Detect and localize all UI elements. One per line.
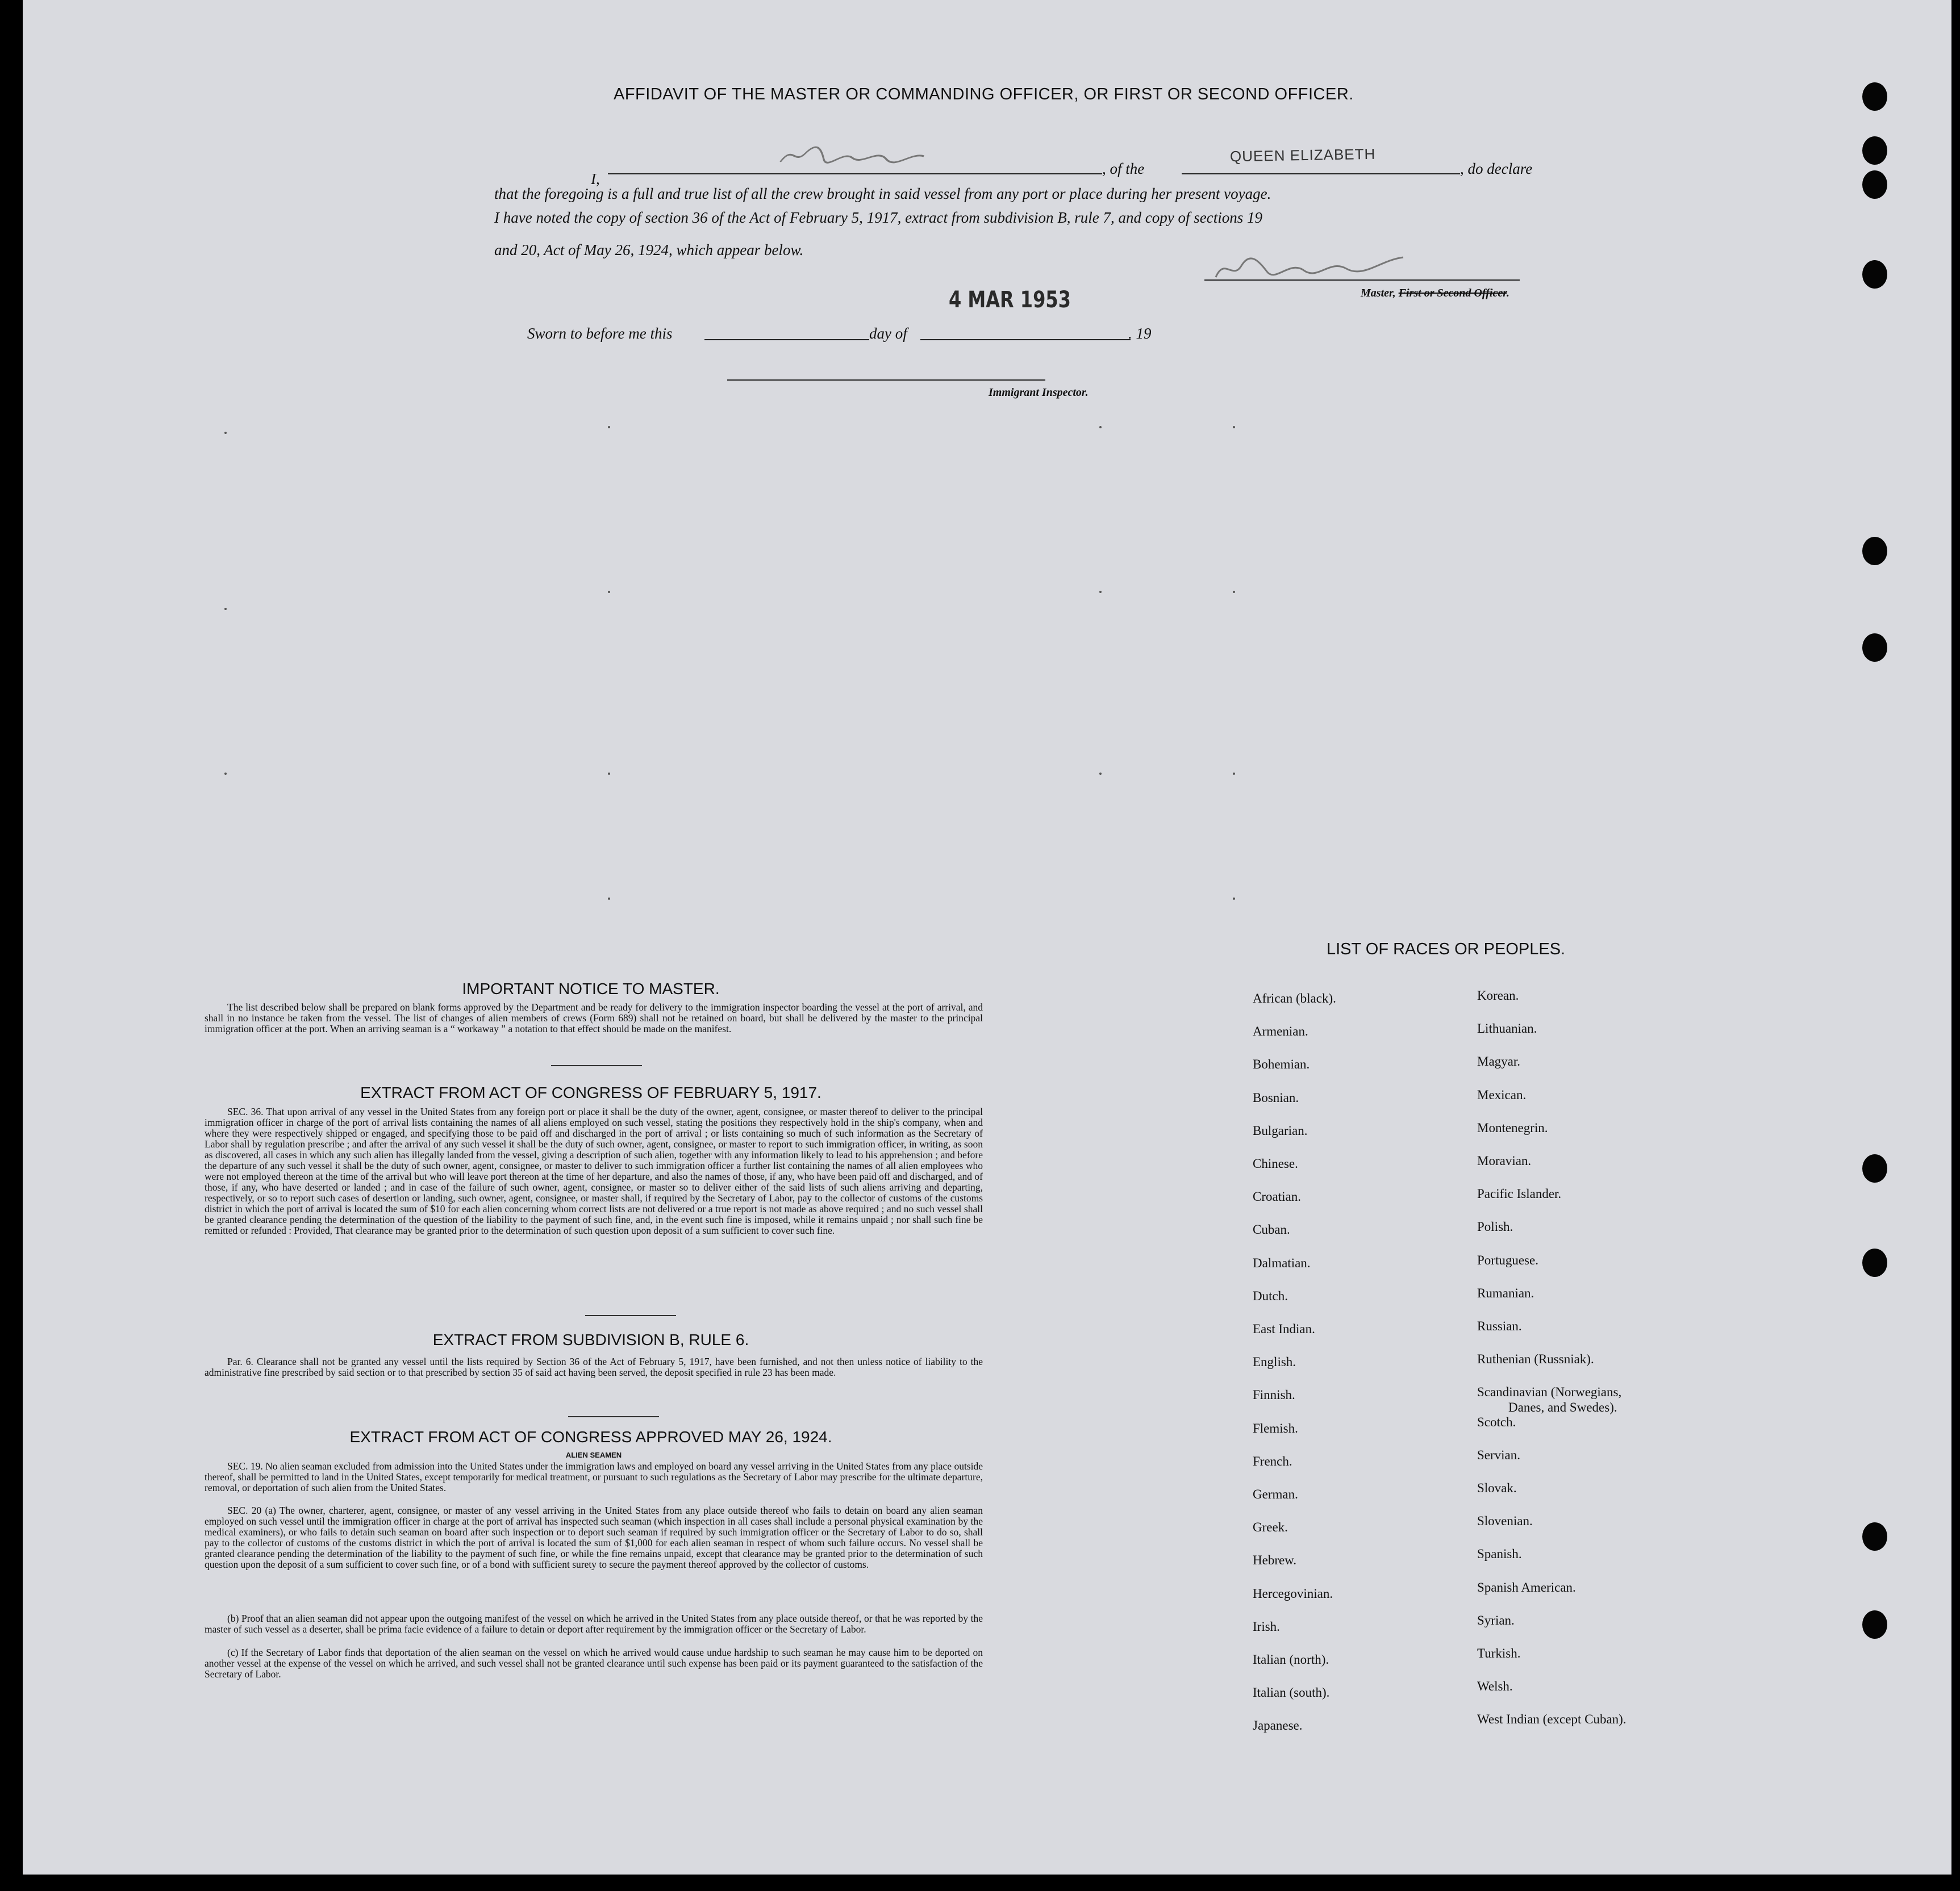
master-signature-line [1204,279,1520,281]
punch-hole [1862,1610,1887,1639]
race-item: Armenian. [1253,1024,1308,1039]
extract-1917-title: EXTRACT FROM ACT OF CONGRESS OF FEBRUARY 5, 1917. [360,1084,821,1101]
punch-hole [1862,1522,1887,1551]
race-item: Bulgarian. [1253,1123,1308,1138]
extract-1924-subtitle: ALIEN SEAMEN [565,1451,622,1459]
vessel-name-line [1182,173,1460,174]
punch-hole [1862,136,1887,165]
race-item: Cuban. [1253,1222,1290,1237]
extract-1924-sec19: SEC. 19. No alien seaman excluded from admission into the United States under the immigration laws and employed on board any vessel arriving in the United States from any place outside thereof, shall be permitted to land in the United States, except temporarily for medical treatment, or pursuant to such regulations as the Secretary of Labor may prescribe for the ultimate departure, removal, or deportation of such alien from the United States. [205,1460,983,1493]
show-through-mark [608,898,610,900]
extract-1924-sec20b: (b) Proof that an alien seaman did not appear upon the outgoing manifest of the vessel on which he arrived in the United States from any place outside thereof, or that he was reported by the master of such vessel as a deserter, shall be prima facie evidence of a failure to detain or deport after requirement by the immigration officer or the Secretary of Labor. [205,1613,983,1635]
show-through-mark [608,591,610,593]
sworn-day-label: day of [869,325,907,342]
race-item: Welsh. [1477,1679,1513,1694]
race-item: Moravian. [1477,1154,1532,1168]
sworn-month-line [920,339,1131,340]
punch-hole [1862,1249,1887,1277]
punch-hole [1862,1154,1887,1183]
race-item: Hercegovinian. [1253,1586,1333,1601]
race-item: Scotch. [1477,1414,1516,1429]
extract-1917-body: SEC. 36. That upon arrival of any vessel in the United States from any foreign port or place it shall be the duty of the owner, agent, consignee, or master thereof to deliver to the principal immigration officer in charge of the port of arrival lists containing the names of all aliens employed on such vessel, stating the positions they respectively hold in the ship's company, when and where they were respectively shipped or engaged, and specifying those to be paid off and discharged in the port of arrival ; or lists containing so much of such information as the Secretary of Labor shall by regulation prescribe ; and after the arrival of any such vessel it shall be the duty of such owner, agent, consignee, or master to report to such immigration officer, in writing, as soon as discovered, all cases in which any such alien has illegally landed from the vessel, giving a description of such alien, together with any information likely to lead to his apprehension ; and before the departure of any such vessel it shall be the duty of such owner, agent, consignee, or master to deliver to such immigration officer a further list containing the names of all alien employees who were not employed thereon at the time of the arrival but who will leave port thereon at the time of her departure, and also the names of those, if any, who have been paid off and discharged, and of those, if any, who have deserted or landed ; and in case of the failure of such owner, agent, consignee, or master so to deliver either of the said lists of such aliens arriving and departing, respectively, or so to report such cases of desertion or landing, such owner, agent, consignee, or master shall, if required by the Secretary of Labor, pay to the collector of customs of the customs district in which the port of arrival is located the sum of $10 for each alien concerning whom correct lists are not delivered or a true report is not made as above required ; and no such vessel shall be granted clearance pending the determination of the question of the liability to the payment of such fine, and, in the event such fine is imposed, while it remains unpaid ; nor shall such fine be remitted or refunded : Provided, That clearance may be granted prior to the determination of such question upon deposit of a sum sufficient to cover such fine. [205,1106,983,1236]
show-through-mark [1099,773,1102,775]
race-item: Korean. [1477,988,1519,1003]
race-item: Italian (north). [1253,1652,1329,1667]
punch-hole [1862,170,1887,199]
show-through-mark [608,426,610,428]
race-item: French. [1253,1454,1292,1468]
show-through-mark [224,608,227,610]
races-title: LIST OF RACES OR PEOPLES. [1327,940,1566,958]
affidavit-line-3: I have noted the copy of section 36 of the Act of February 5, 1917, extract from subdivision B, rule 7, and copy of sections 19 [494,209,1262,226]
show-through-mark [1233,898,1235,900]
race-item: Greek. [1253,1520,1288,1535]
affidavit-declare-label: , do declare [1460,160,1533,177]
sworn-label: Sworn to before me this [527,325,673,342]
race-item: Servian. [1477,1447,1521,1462]
race-item: Pacific Islander. [1477,1187,1562,1201]
race-item-continuation: Danes, and Swedes). [1508,1400,1617,1415]
sworn-day-line [704,339,869,340]
race-item: African (black). [1253,991,1336,1005]
vessel-name-value: QUEEN ELIZABETH [1229,145,1376,165]
sworn-year-label: . 19 [1128,325,1152,342]
punch-hole [1862,260,1887,289]
show-through-mark [224,432,227,434]
race-item: West Indian (except Cuban). [1477,1712,1627,1727]
race-item: Japanese. [1253,1718,1303,1733]
affidavit-line-2: that the foregoing is a full and true list of all the crew brought in said vessel from any port or place during her present voyage. [494,185,1271,202]
section-divider [585,1315,676,1316]
race-item: Scandinavian (Norwegians, [1477,1385,1622,1400]
race-item: Dutch. [1253,1288,1288,1303]
race-item: Lithuanian. [1477,1021,1537,1036]
punch-hole [1862,82,1887,111]
extract-1924-sec20a: SEC. 20 (a) The owner, charterer, agent, consignee, or master of any vessel arriving in the United States from any place outside thereof who fails to detain on board any alien seaman employed on such vessel until the immigration officer in charge at the port of arrival has inspected such seaman (which inspection in all cases shall include a personal physical examination by the medical examiners), or who fails to detain such seaman on board after such inspection or to deport such seaman if required by such immigration officer or the Secretary of Labor to do so, shall pay to the collector of customs of the customs district in which the port of arrival is located the sum of $1,000 for each alien seaman in respect of whom such failure occurs. No vessel shall be granted clearance pending the determination of the liability to the payment of such fine, or while the fine remains unpaid, except that clearance may be granted prior to the determination of such question upon the deposit of a sum sufficient to cover such fine, or of a bond with sufficient surety to secure the payment thereof approved by the collector of customs. [205,1505,983,1570]
punch-hole [1862,633,1887,662]
affidavit-of-the-label: , of the [1102,160,1145,177]
race-item: East Indian. [1253,1322,1315,1336]
affidavit-i-label: I, [591,170,600,187]
race-item: Irish. [1253,1619,1280,1634]
affidavit-title: AFFIDAVIT OF THE MASTER OR COMMANDING OFFICER, OR FIRST OR SECOND OFFICER. [614,85,1354,103]
section-divider [568,1416,659,1417]
show-through-mark [1233,426,1235,428]
master-signature [1210,249,1415,291]
notice-body: The list described below shall be prepared on blank forms approved by the Department and be ready for delivery to the immigration inspector boarding the vessel at the port of arrival, and shall in no instance be taken from the vessel. The list of changes of alien members of crews (Form 689) shall not be retained on board, but shall be delivered by the master to the principal immigration officer at the port. When an arriving seaman is a “ workaway ” a notation to that effect should be made on the manifest. [205,1001,983,1034]
master-title-label [1361,287,1509,300]
subdivision-b-title: EXTRACT FROM SUBDIVISION B, RULE 6. [432,1331,749,1349]
officer-signature [774,142,931,176]
race-item: Bohemian. [1253,1057,1310,1072]
race-item: Russian. [1477,1319,1522,1333]
race-item: Slovak. [1477,1481,1517,1495]
race-item: Montenegrin. [1477,1120,1548,1135]
race-item: Polish. [1477,1220,1513,1234]
race-item: Syrian. [1477,1613,1515,1627]
date-stamp: 4 MAR 1953 [949,287,1071,313]
inspector-label: Immigrant Inspector. [989,386,1089,399]
race-item: Magyar. [1477,1054,1521,1069]
subdivision-b-body: Par. 6. Clearance shall not be granted any vessel until the lists required by Section 36 of the Act of February 5, 1917, have been furnished, and not then unless notice of liability to the administrative fine prescribed by said section or to that prescribed by section 35 of said act having been served, the deposit specified in rule 23 has been made. [205,1356,983,1378]
extract-1924-title: EXTRACT FROM ACT OF CONGRESS APPROVED MAY 26, 1924. [349,1428,832,1446]
race-item: Flemish. [1253,1421,1298,1435]
race-item: Spanish. [1477,1547,1522,1562]
document-page [23,0,1951,1875]
section-divider [551,1065,642,1066]
race-item: Italian (south). [1253,1685,1330,1700]
affidavit-line-4: and 20, Act of May 26, 1924, which appear below. [494,241,804,258]
race-item: Hebrew. [1253,1553,1297,1568]
race-item: Dalmatian. [1253,1255,1311,1270]
race-item: German. [1253,1487,1298,1501]
show-through-mark [224,773,227,775]
show-through-mark [1233,591,1235,593]
race-item: Slovenian. [1477,1514,1533,1529]
race-item: English. [1253,1355,1296,1370]
race-item: Croatian. [1253,1189,1301,1204]
struck-officer-label: First or Second Officer [1398,287,1507,299]
show-through-mark [1233,773,1235,775]
race-item: Bosnian. [1253,1090,1299,1105]
race-item: Spanish American. [1477,1580,1576,1594]
show-through-mark [1099,591,1102,593]
extract-1924-sec20c: (c) If the Secretary of Labor finds that deportation of the alien seaman on the vessel on which he arrived would cause undue hardship to such seaman he may cause him to be deported on another vessel at the expense of the vessel on which he arrived, and such vessel shall not be granted clearance until such expense has been paid or its payment guaranteed to the satisfaction of the Secretary of Labor. [205,1647,983,1680]
master-label: Master, [1361,287,1396,299]
race-item: Mexican. [1477,1087,1527,1102]
show-through-mark [1099,426,1102,428]
race-item: Ruthenian (Russniak). [1477,1352,1594,1367]
race-item: Turkish. [1477,1646,1521,1660]
master-label-end: . [1506,287,1509,299]
inspector-signature-line [727,379,1045,381]
race-item: Rumanian. [1477,1285,1534,1300]
notice-title: IMPORTANT NOTICE TO MASTER. [462,980,720,997]
race-item: Chinese. [1253,1157,1298,1171]
show-through-mark [608,773,610,775]
race-item: Finnish. [1253,1388,1295,1402]
race-item: Portuguese. [1477,1253,1538,1267]
punch-hole [1862,537,1887,565]
